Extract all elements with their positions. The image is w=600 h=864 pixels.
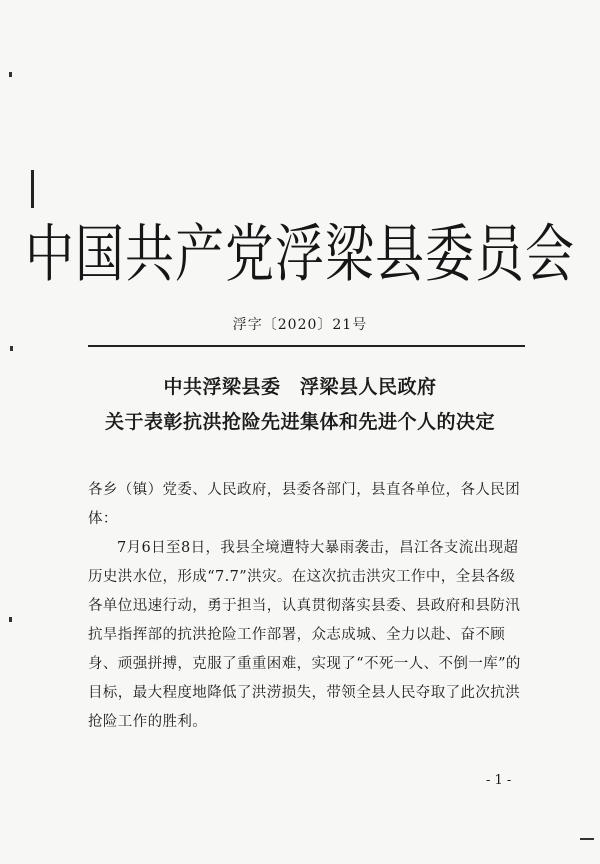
- scan-mark: [9, 72, 12, 77]
- document-body: [88, 476, 523, 737]
- document-heading-line1: 中共浮梁县委 浮梁县人民政府: [163, 376, 437, 398]
- document-number: 浮字〔2020〕21号: [232, 317, 368, 333]
- header-rule: [88, 345, 525, 347]
- scan-mark: [9, 617, 12, 622]
- binding-mark: [31, 170, 34, 208]
- document-heading-line2: 关于表彰抗洪抢险先进集体和先进个人的决定: [104, 411, 495, 433]
- scan-mark: [10, 346, 13, 351]
- scan-mark: [580, 838, 594, 840]
- body-paragraph: 7月6日至8日，我县全境遭特大暴雨袭击，昌江各支流出现超历史洪水位，形成“7.7”洪灾。在这次抗击洪灾工作中，全县各级各单位迅速行动，勇于担当，认真贯彻落实县委、县政府和县防汛抗旱指挥部的抗洪抢险工作部署，众志成城、全力以赴、奋不顾身、顽强拼搏，克服了重重困难，实现了“不死一人、不倒一库”的目标，最大程度地降低了洪涝损失，带领全县人民夺取了此次抗洪抢险工作的胜利。: [88, 540, 521, 730]
- page-number: - 1 -: [486, 773, 512, 788]
- salutation: 各乡（镇）党委、人民政府，县委各部门，县直各单位，各人民团体：: [88, 482, 521, 527]
- organization-title: 中国共产党浮梁县委员会: [24, 217, 575, 291]
